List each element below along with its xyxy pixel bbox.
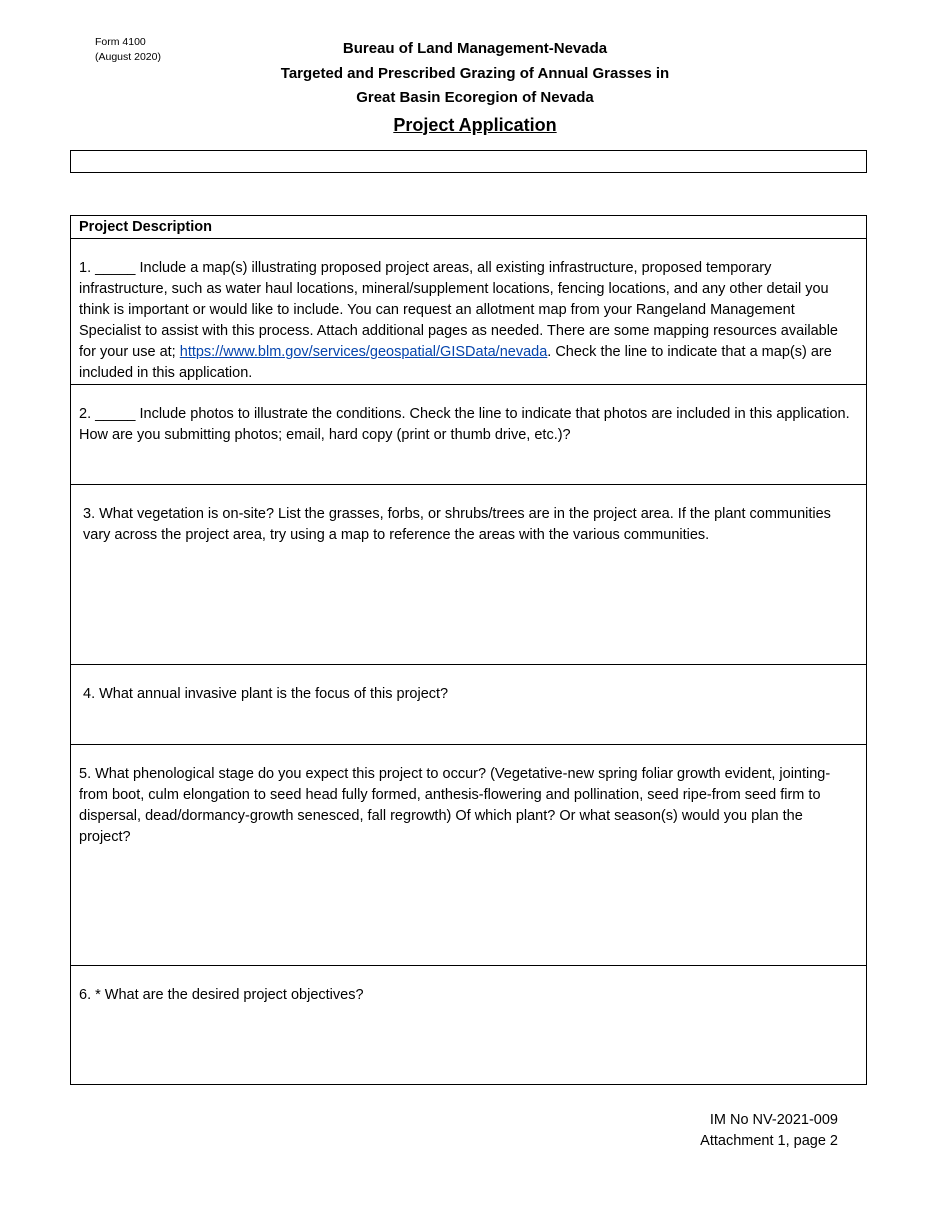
header-region: Great Basin Ecoregion of Nevada [356,89,594,106]
question-3-cell[interactable] [71,485,867,665]
question-1-cell[interactable] [71,239,867,385]
header-program: Targeted and Prescribed Grazing of Annual Grasses in [280,64,670,82]
question-1-body: 1. _____ Include a map(s) illustrating proposed project areas, all existing infrastructure, proposed temporary infrastructure, such as water haul locations, mineral/supplement locations, fencing locations, and any other detail you think is important or would like to include. You can request an allotment map from your Rangeland Management Specialist to assist with this process. Attach additional pages as needed. There are some mapping resources available for your use at; [79,260,838,360]
question-6-cell[interactable] [71,966,867,1085]
question-4-text: 4. What annual invasive plant is the focus of this project? [83,686,449,702]
question-2-text: 2. _____ Include photos to illustrate the conditions. Check the line to indicate that photos are included in this application. How are you submitting photos; email, hard copy (print or thumb drive, etc.)? [79,406,850,443]
question-1-text [71,239,866,384]
im-number: IM No NV-2021-009 [709,1112,838,1128]
form-number: Form 4100 [95,36,146,48]
document-header [200,37,750,139]
question-2-cell[interactable] [71,385,867,485]
question-4-cell[interactable] [71,665,867,745]
project-name-field[interactable] [70,150,867,173]
form-date: (August 2020) [95,51,161,63]
attachment-page: Attachment 1, page 2 [700,1133,838,1149]
page-footer [700,1110,838,1152]
question-1-tail: . Check the line to indicate that a map(s) are included in this application. [79,344,832,381]
section-heading: Project Description [71,216,867,239]
header-agency: Bureau of Land Management-Nevada [342,40,608,57]
question-5-text: 5. What phenological stage do you expect this project to occur? (Vegetative-new spring foliar growth evident, jointing-from boot, culm elongation to seed head fully formed, anthesis-flowering and pollination, seed ripe-from seed firm to dispersal, dead/dormancy-growth senesced, fall regrowth) Of which plant? Or what season(s) would you plan the project? [79,766,831,845]
project-description-table [70,215,867,1085]
question-6-text: 6. * What are the desired project objectives? [79,987,364,1003]
page-title: Project Application [393,114,557,135]
question-3-text: 3. What vegetation is on-site? List the grasses, forbs, or shrubs/trees are in the project area. If the plant communities vary across the project area, try using a map to reference the areas with the various communities. [83,506,831,543]
form-identifier [95,35,161,65]
gis-data-link[interactable]: https://www.blm.gov/services/geospatial/GISData/nevada [179,344,548,360]
question-5-cell[interactable] [71,745,867,966]
